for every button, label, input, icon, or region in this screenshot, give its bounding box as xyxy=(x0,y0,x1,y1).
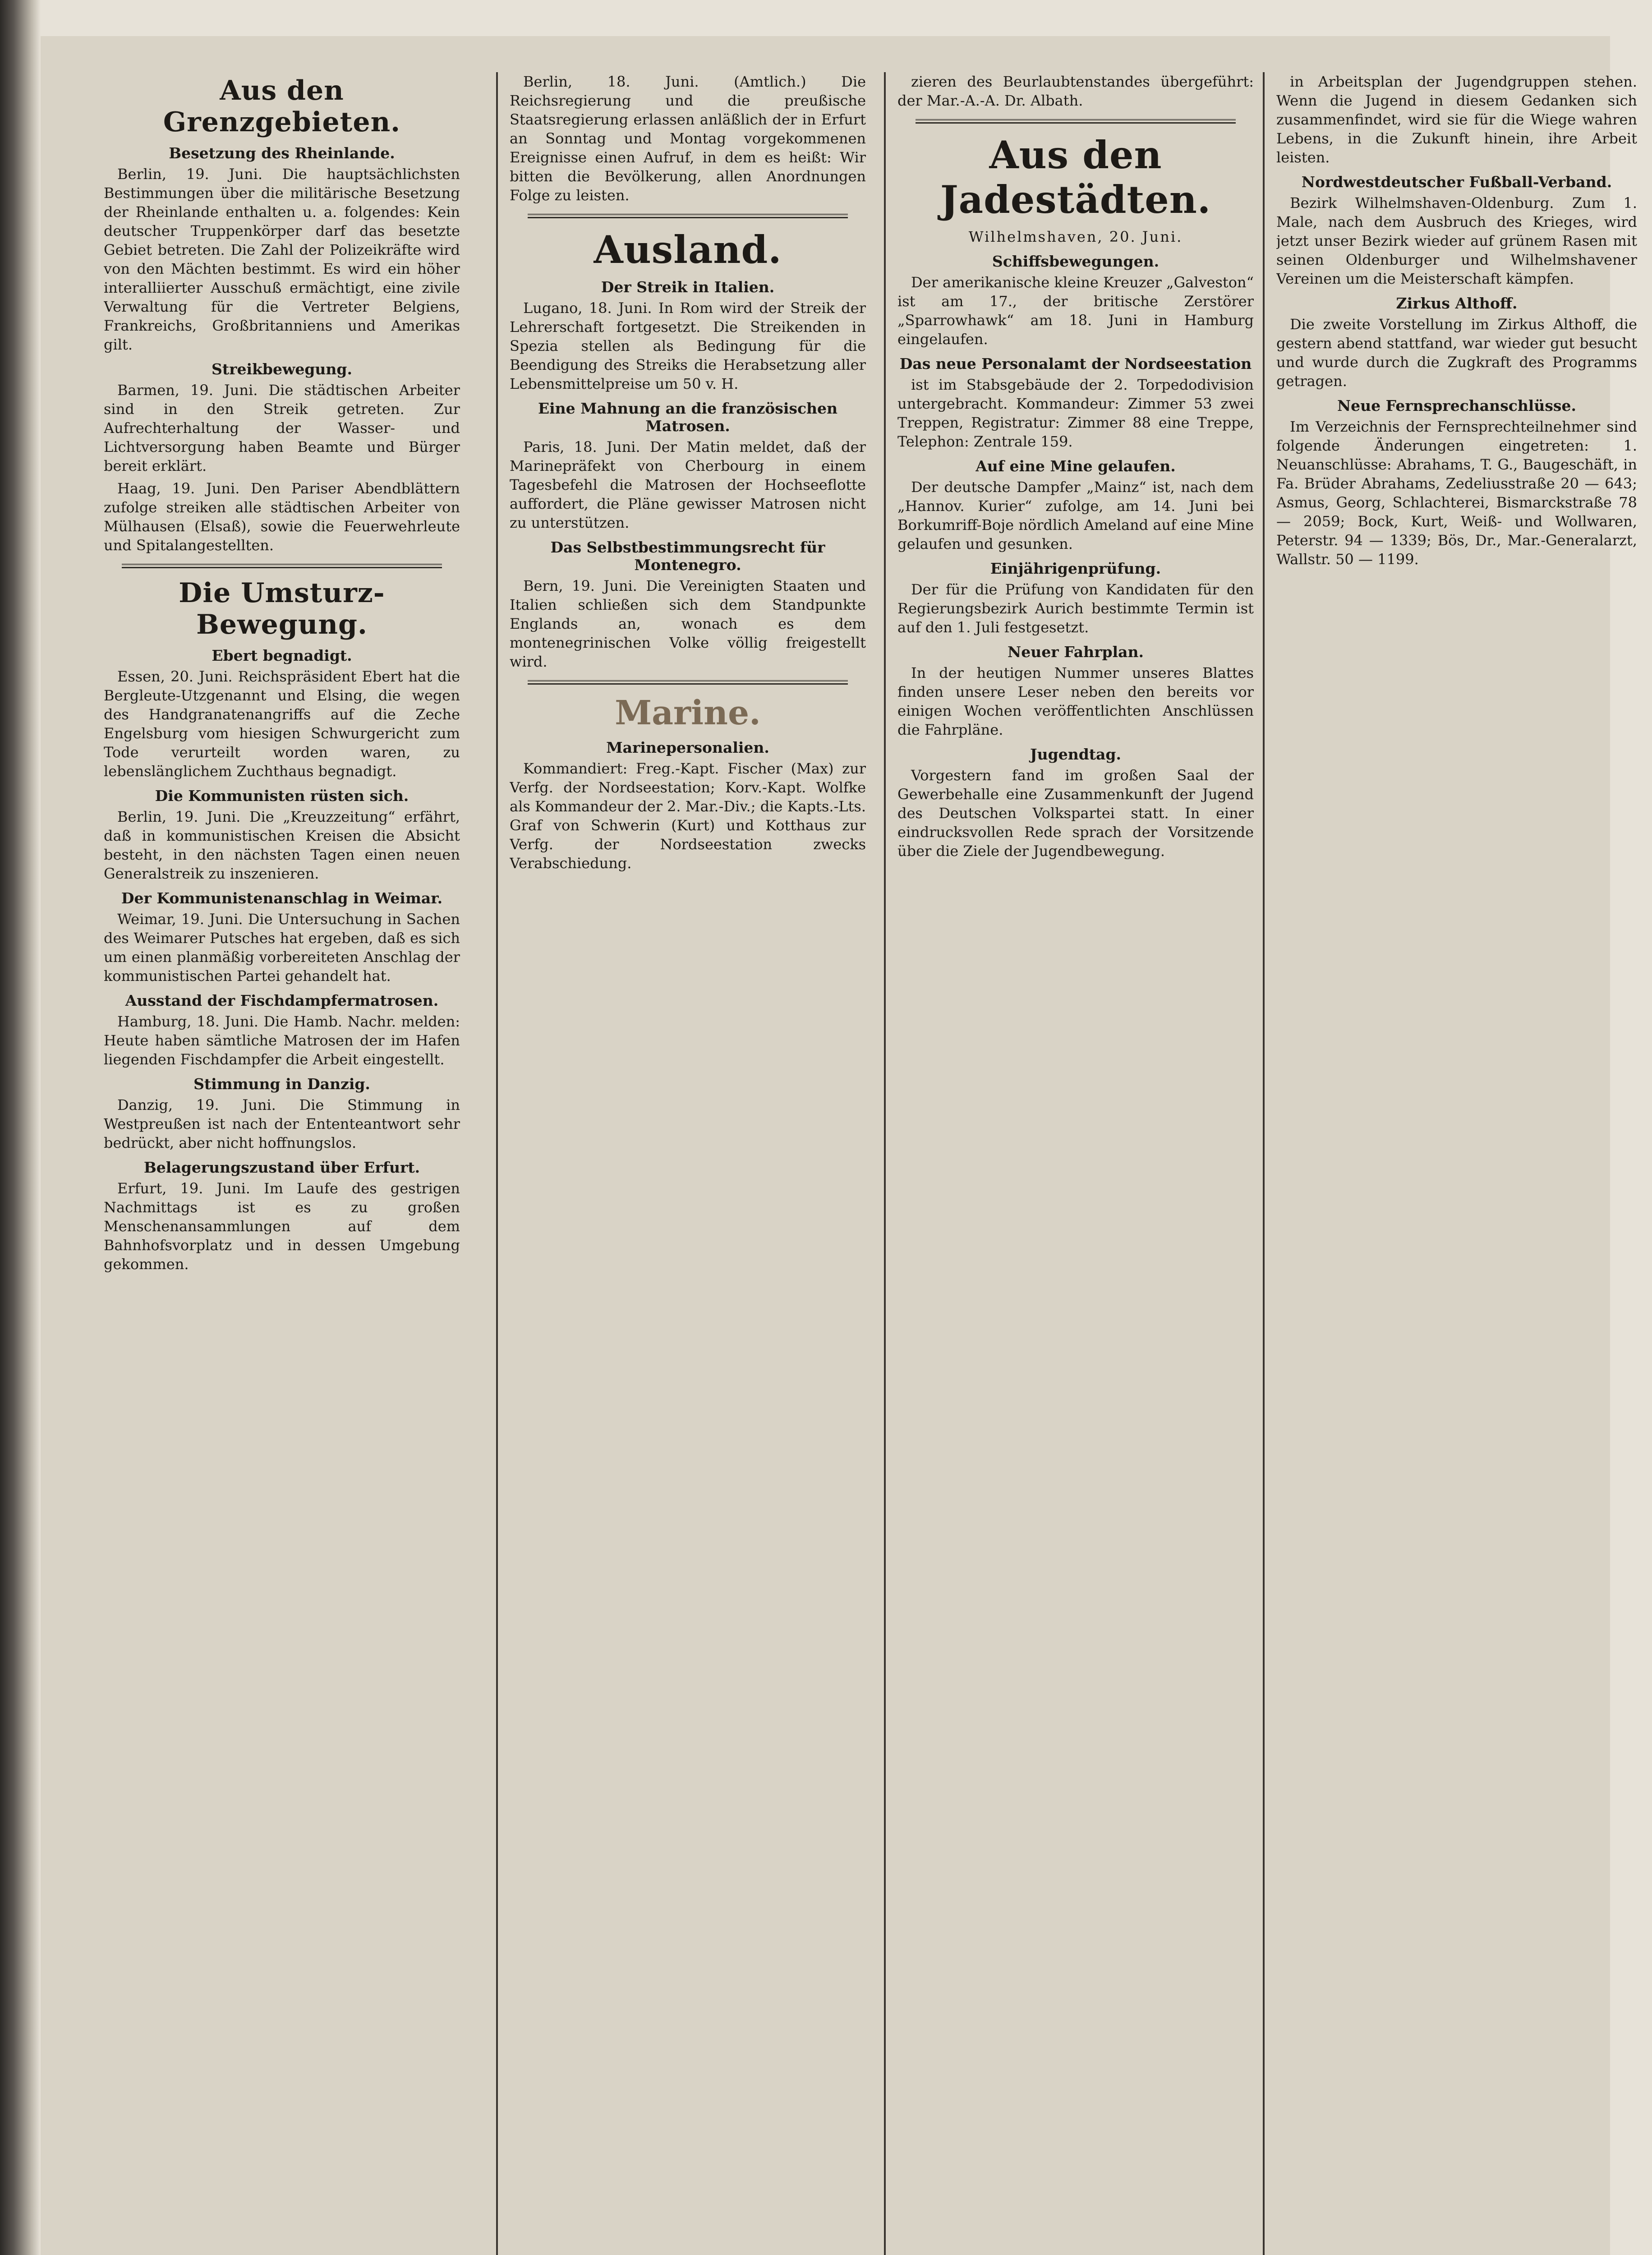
column-1 xyxy=(104,72,460,2255)
article-subheading: Jugendtag. xyxy=(1030,746,1121,763)
article-subheading: Zirkus Althoff. xyxy=(1396,295,1518,312)
column-rule xyxy=(884,72,886,2255)
article-subheading: Schiffsbewegungen. xyxy=(992,253,1160,270)
article-subheading: Ebert begnadigt. xyxy=(212,647,352,664)
section-heading: Aus den Grenzgebieten. xyxy=(163,75,401,138)
article-paragraph: Der amerikanische kleine Kreuzer „Galveston“ ist am 17., der britische Zerstörer „Sparrowhawk“ am 18. Juni in Hamburg eingelaufen. xyxy=(897,274,1254,348)
article-subheading: Neuer Fahrplan. xyxy=(1008,643,1144,661)
article-subheading: Der Streik in Italien. xyxy=(601,278,775,296)
article-subheading: Besetzung des Rheinlande. xyxy=(169,144,395,162)
article-paragraph: Kommandiert: Freg.-Kapt. Fischer (Max) zur Verfg. der Nordseestation; Korv.-Kapt. Wolfke als Kommandeur der 2. Mar.-Div.; die Kapts.-Lts. Graf von Schwerin (Kurt) und Kotthaus zur Verfg. der Nordseestation zwecks Verabschiedung. xyxy=(510,760,866,872)
column-3 xyxy=(897,72,1254,2255)
article-subheading: Marinepersonalien. xyxy=(606,739,769,756)
article-subheading: Der Kommunistenanschlag in Weimar. xyxy=(121,889,443,907)
article-subheading: Belagerungszustand über Erfurt. xyxy=(143,1159,420,1176)
article-paragraph: Barmen, 19. Juni. Die städtischen Arbeiter sind in den Streik getreten. Zur Aufrechterhaltung der Wasser- und Lichtversorgung haben Beamte und Bürger bereit erklärt. xyxy=(104,382,460,474)
section-heading: Aus den Jadestädten. xyxy=(940,133,1211,222)
article-paragraph: Essen, 20. Juni. Reichspräsident Ebert hat die Bergleute-Utzgenannt und Elsing, die wegen des Handgranatenangriffs auf die Zeche Engelsburg vom hiesigen Schwurgericht zum Tode verurteilt worden waren, zu lebenslänglichem Zuchthaus begnadigt. xyxy=(104,668,460,780)
article-subheading: Einjährigenprüfung. xyxy=(990,560,1161,577)
article-paragraph: Lugano, 18. Juni. In Rom wird der Streik der Lehrerschaft fortgesetzt. Die Streikenden in Spezia stellen als Bedingung für die Beendigung des Streiks die Herabsetzung aller Lebensmittelpreise um 50 v. H. xyxy=(510,299,866,392)
article-paragraph: Der für die Prüfung von Kandidaten für den Regierungsbezirk Aurich bestimmte Termin ist auf den 1. Juli festgesetzt. xyxy=(897,581,1254,636)
column-4 xyxy=(1276,72,1637,2255)
article-paragraph: Berlin, 18. Juni. (Amtlich.) Die Reichsregierung und die preußische Staatsregierung erlassen anläßlich der in Erfurt an Sonntag und Montag vorgekommenen Ereignisse einen Aufruf, in dem es heißt: Wir bitten die Bevölkerung, allen Anordnungen Folge zu leisten. xyxy=(510,73,866,204)
section-divider xyxy=(528,214,848,218)
article-subheading: Stimmung in Danzig. xyxy=(193,1075,370,1093)
column-2 xyxy=(510,72,866,2255)
binding-shadow xyxy=(0,0,41,2255)
section-heading: Ausland. xyxy=(594,227,782,272)
article-subheading: Das Selbstbestimmungsrecht für Montenegro. xyxy=(550,538,825,574)
article-paragraph: Paris, 18. Juni. Der Matin meldet, daß der Marinepräfekt von Cherbourg in einem Tagesbefehl die Matrosen der Hochseeflotte auffordert, die Pläne gewisser Matrosen nicht zu unterstützen. xyxy=(510,438,866,531)
article-paragraph: Der deutsche Dampfer „Mainz“ ist, nach dem „Hannov. Kurier“ zufolge, am 14. Juni bei Borkumriff-Boje nördlich Ameland auf eine Mine gelaufen und gesunken. xyxy=(897,479,1254,552)
article-paragraph: ist im Stabsgebäude der 2. Torpedodivision untergebracht. Kommandeur: Zimmer 53 zwei Treppen, Registratur: Zimmer 88 eine Treppe, Telephon: Zentrale 159. xyxy=(897,376,1254,450)
article-paragraph: Im Verzeichnis der Fernsprechteilnehmer sind folgende Änderungen eingetreten: 1. Neuanschlüsse: Abrahams, T. G., Baugeschäft, in Fa. Brüder Abrahams, Zedeliusstraße 20 — 643; Asmus, Georg, Schlachterei, Bismarckstraße 78 — 2059; Bock, Kurt, Weiß- und Wollwaren, Peterstr. 94 — 1339; Bös, Dr., Mar.-Generalarzt, Wallstr. 50 — 1199. xyxy=(1276,418,1637,568)
article-paragraph: Bern, 19. Juni. Die Vereinigten Staaten und Italien schließen sich dem Standpunkte Englands an, wonach es dem montenegrinischen Volke völlig freigestellt wird. xyxy=(510,577,866,670)
article-paragraph: Die zweite Vorstellung im Zirkus Althoff, die gestern abend stattfand, war wieder gut besucht und wurde durch die Zugkraft des Programms getragen. xyxy=(1276,316,1637,390)
article-subheading: Nordwestdeutscher Fußball-Verband. xyxy=(1301,173,1612,191)
article-subheading: Die Kommunisten rüsten sich. xyxy=(155,787,409,805)
article-subheading: Eine Mahnung an die französischen Matrosen. xyxy=(538,400,838,435)
section-divider xyxy=(122,564,442,568)
article-paragraph: Danzig, 19. Juni. Die Stimmung in Westpreußen ist nach der Ententeantwort sehr bedrückt, aber nicht hoffnungslos. xyxy=(104,1096,460,1151)
section-heading: Die Umsturz-Bewegung. xyxy=(179,577,385,640)
article-paragraph: Erfurt, 19. Juni. Im Laufe des gestrigen Nachmittags ist es zu großen Menschenansammlungen auf dem Bahnhofsvorplatz und in dessen Umgebung gekommen. xyxy=(104,1180,460,1273)
article-subheading: Neue Fernsprechanschlüsse. xyxy=(1337,397,1576,414)
article-paragraph: zieren des Beurlaubtenstandes übergeführt: der Mar.-A.-A. Dr. Albath. xyxy=(897,73,1254,109)
article-paragraph: Weimar, 19. Juni. Die Untersuchung in Sachen des Weimarer Putsches hat ergeben, daß es sich um einen planmäßig vorbereiteten Anschlag der kommunistischen Partei gehandelt hat. xyxy=(104,911,460,985)
dateline: Wilhelmshaven, 20. Juni. xyxy=(968,228,1183,245)
article-subheading: Auf eine Mine gelaufen. xyxy=(976,457,1176,475)
article-subheading: Ausstand der Fischdampfermatrosen. xyxy=(125,992,439,1009)
article-paragraph: Bezirk Wilhelmshaven-Oldenburg. Zum 1. Male, nach dem Ausbruch des Krieges, wird jetzt unser Bezirk wieder auf grünem Rasen mit seinen Oldenburger und Wilhelmshavener Vereinen um die Meisterschaft kämpfen. xyxy=(1276,194,1637,287)
article-paragraph: Berlin, 19. Juni. Die hauptsächlichsten Bestimmungen über die militärische Besetzung der Rheinlande enthalten u. a. folgendes: Kein deutscher Truppenkörper darf das besetzte Gebiet betreten. Die Zahl der Polizeikräfte wird von den Mächten bestimmt. Es wird ein höher interalliierter Ausschuß ermächtigt, eine zivile Verwaltung für die Vertreter Belgiens, Frankreichs, Großbritanniens und Amerikas gilt. xyxy=(104,166,460,353)
article-paragraph: Hamburg, 18. Juni. Die Hamb. Nachr. melden: Heute haben sämtliche Matrosen der im Hafen liegenden Fischdampfer die Arbeit eingestellt. xyxy=(104,1013,460,1068)
article-paragraph: In der heutigen Nummer unseres Blattes finden unsere Leser neben den bereits vor einigen Wochen veröffentlichten Anschlüssen die Fahrpläne. xyxy=(897,664,1254,738)
section-divider xyxy=(916,119,1236,124)
article-paragraph: Berlin, 19. Juni. Die „Kreuzzeitung“ erfährt, daß in kommunistischen Kreisen die Absicht besteht, in den nächsten Tagen einen neuen Generalstreik zu inszenieren. xyxy=(104,808,460,882)
article-paragraph: Vorgestern fand im großen Saal der Gewerbehalle eine Zusammenkunft der Jugend des Deutschen Volkspartei statt. In einer eindrucksvollen Rede sprach der Vorsitzende über die Ziele der Jugendbewegung. xyxy=(897,767,1254,860)
section-heading: Marine. xyxy=(615,694,761,732)
column-rule xyxy=(496,72,498,2255)
article-paragraph: in Arbeitsplan der Jugendgruppen stehen. Wenn die Jugend in diesem Gedanken sich zusammenfindet, wird sie für die Wiege wahren Lebens, in die Zukunft hinein, ihre Arbeit leisten. xyxy=(1276,73,1637,166)
section-divider xyxy=(528,680,848,685)
article-subheading: Das neue Personalamt der Nordseestation xyxy=(899,355,1252,373)
article-subheading: Streikbewegung. xyxy=(212,360,352,378)
column-rule xyxy=(1263,72,1265,2255)
article-paragraph: Haag, 19. Juni. Den Pariser Abendblättern zufolge streiken alle städtischen Arbeiter von Mülhausen (Elsaß), sowie die Feuerwehrleute und Spitalangestellten. xyxy=(104,480,460,554)
